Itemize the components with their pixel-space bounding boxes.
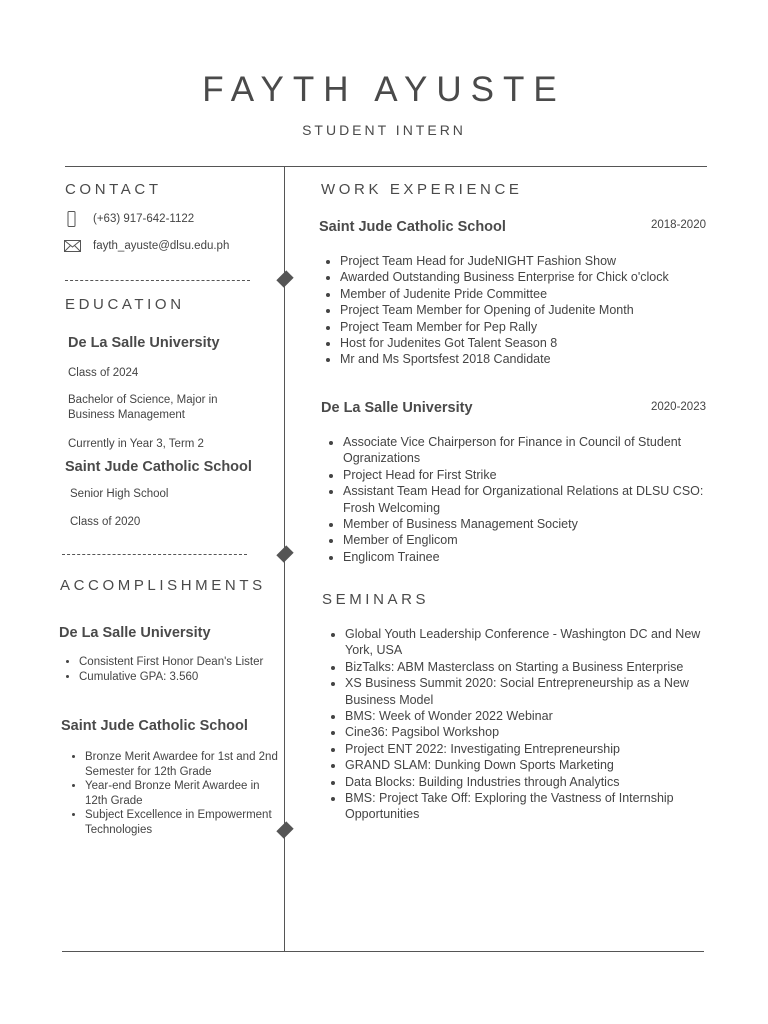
list-item: • Awarded Outstanding Business Enterprise for Chick o'clock: [340, 269, 730, 285]
list-item: • Year-end Bronze Merit Awardee in 12th Grade: [85, 779, 285, 808]
work-org-name: De La Salle University: [321, 400, 473, 416]
seminars-heading: SEMINARS: [322, 591, 430, 608]
list-item: • GRAND SLAM: Dunking Down Sports Marketing: [345, 757, 730, 773]
list-item: • Englicom Trainee: [343, 549, 728, 565]
contact-heading: CONTACT: [65, 181, 162, 198]
list-item: • Project Team Member for Pep Rally: [340, 319, 730, 335]
work-org-name: Saint Jude Catholic School: [319, 219, 506, 235]
education-heading: EDUCATION: [65, 296, 185, 313]
accomplishment-list: [63, 750, 285, 837]
list-item: • Host for Judenites Got Talent Season 8: [340, 335, 730, 351]
resume-title: STUDENT INTERN: [302, 122, 466, 138]
list-item: • XS Business Summit 2020: Social Entrepreneurship as a New Business Model: [345, 675, 730, 708]
seminar-list: [323, 626, 730, 823]
phone-icon: [64, 211, 82, 227]
work-item-list: [318, 253, 730, 368]
work-years: 2020-2023: [651, 401, 706, 413]
list-item: • Project Head for First Strike: [343, 467, 728, 483]
work-item-list: [321, 434, 728, 565]
education-detail: Bachelor of Science, Major in Business Management: [68, 394, 218, 421]
education-school-name: Saint Jude Catholic School: [65, 459, 252, 475]
education-detail: Currently in Year 3, Term 2: [68, 438, 204, 450]
list-item: • BMS: Project Take Off: Exploring the Vastness of Internship Opportunities: [345, 790, 730, 823]
accomplishment-list: [57, 655, 264, 684]
section-dash: [65, 280, 250, 281]
list-item: • Bronze Merit Awardee for 1st and 2nd Semester for 12th Grade: [85, 750, 285, 779]
list-item: • Mr and Ms Sportsfest 2018 Candidate: [340, 351, 730, 367]
list-item: • Member of Englicom: [343, 532, 728, 548]
list-item: • Member of Judenite Pride Committee: [340, 286, 730, 302]
list-item: • Member of Business Management Society: [343, 516, 728, 532]
education-school-name: De La Salle University: [68, 335, 220, 351]
section-dash: [62, 554, 247, 555]
work-years: 2018-2020: [651, 219, 706, 231]
education-detail: Senior High School: [70, 488, 169, 500]
education-detail: Class of 2024: [68, 367, 139, 379]
list-item: • BizTalks: ABM Masterclass on Starting a Business Enterprise: [345, 659, 730, 675]
list-item: • Project Team Member for Opening of Judenite Month: [340, 302, 730, 318]
bottom-divider: [62, 951, 704, 952]
accomplishment-group-name: De La Salle University: [59, 625, 211, 641]
list-item: • Subject Excellence in Empowerment Technologies: [85, 808, 285, 837]
contact-phone[interactable]: (+63) 917-642-1122: [93, 213, 195, 225]
accomplishment-group-name: Saint Jude Catholic School: [61, 718, 248, 734]
list-item: • Project ENT 2022: Investigating Entrepreneurship: [345, 741, 730, 757]
list-item: • Assistant Team Head for Organizational Relations at DLSU CSO: Frosh Welcoming: [343, 483, 728, 516]
list-item: • Associate Vice Chairperson for Finance in Council of Student Ogranizations: [343, 434, 728, 467]
top-divider: [65, 166, 707, 167]
list-item: • Cine36: Pagsibol Workshop: [345, 724, 730, 740]
list-item: • Project Team Head for JudeNIGHT Fashion Show: [340, 253, 730, 269]
envelope-icon: [64, 239, 82, 255]
list-item: • Data Blocks: Building Industries through Analytics: [345, 774, 730, 790]
divider-diamond: [276, 270, 293, 287]
list-item: • Global Youth Leadership Conference - Washington DC and New York, USA: [345, 626, 730, 659]
divider-diamond: [276, 545, 293, 562]
work-heading: WORK EXPERIENCE: [321, 181, 523, 198]
contact-email[interactable]: fayth_ayuste@dlsu.edu.ph: [93, 240, 230, 252]
list-item: • Consistent First Honor Dean's Lister: [79, 655, 264, 670]
list-item: • Cumulative GPA: 3.560: [79, 670, 264, 685]
list-item: • BMS: Week of Wonder 2022 Webinar: [345, 708, 730, 724]
education-detail: Class of 2020: [70, 516, 141, 528]
accomplishments-heading: ACCOMPLISHMENTS: [60, 577, 266, 594]
resume-name: FAYTH AYUSTE: [202, 70, 566, 109]
